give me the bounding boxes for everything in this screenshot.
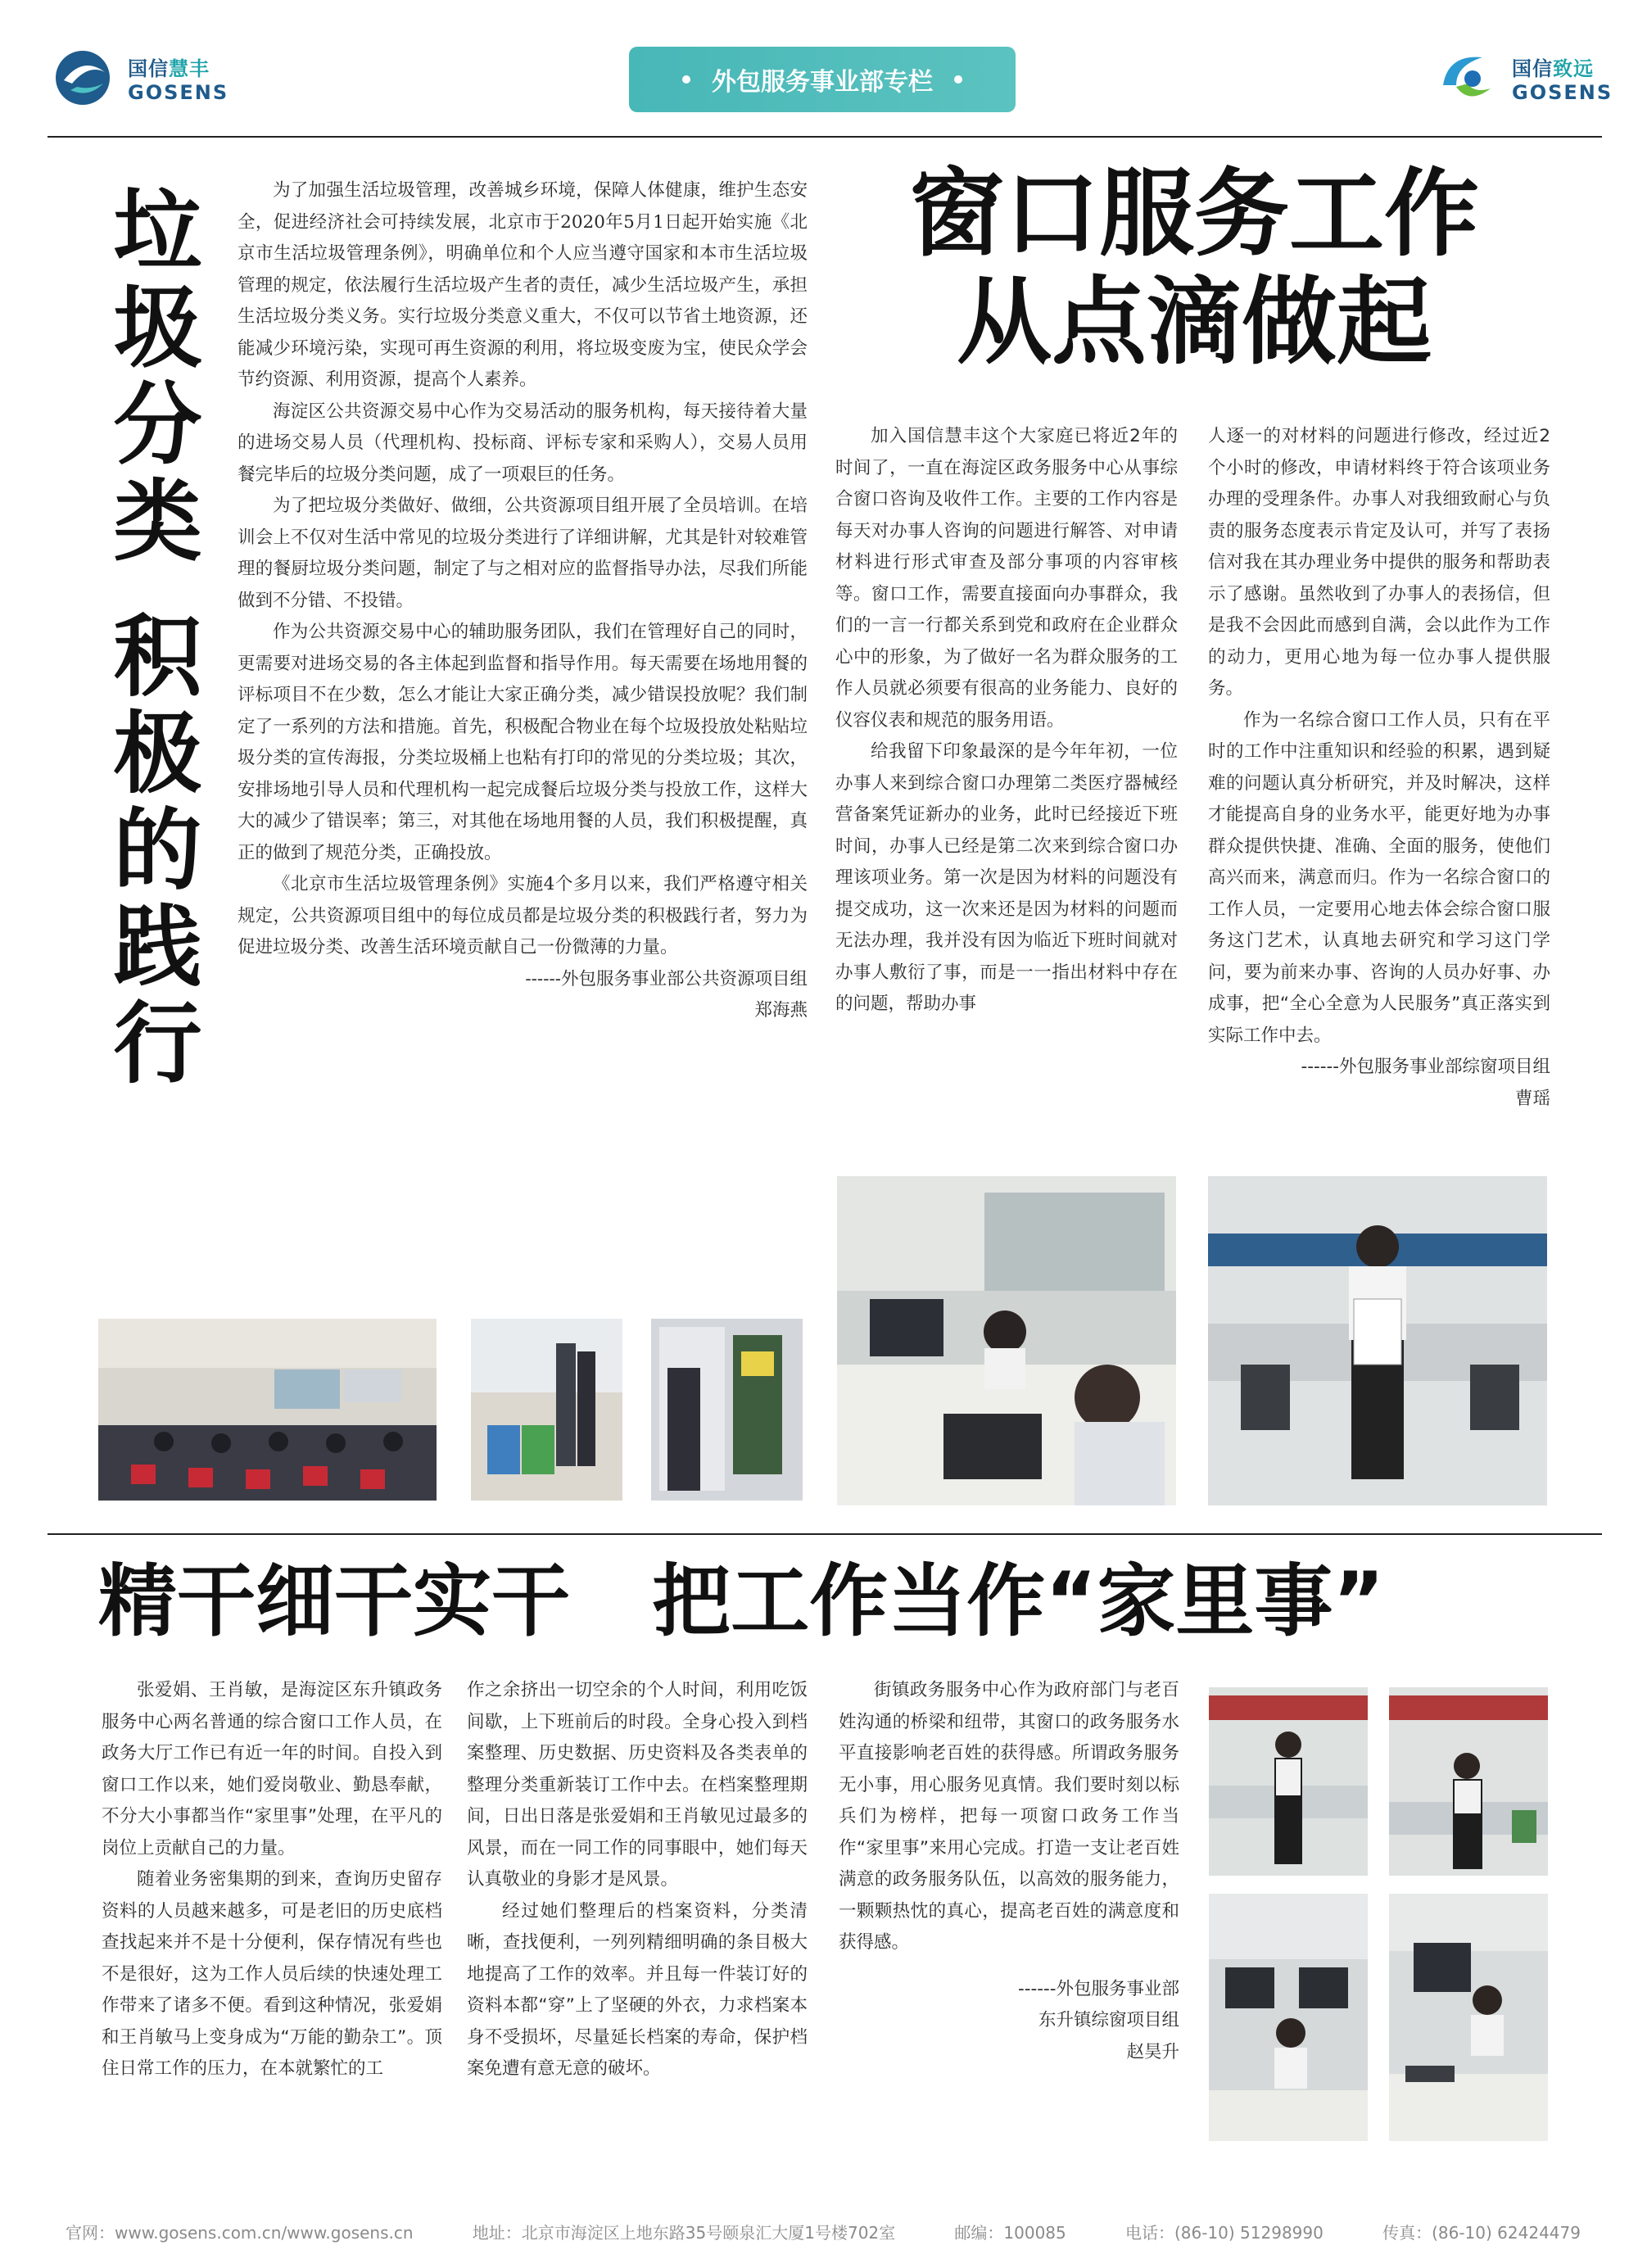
article1-title: 垃圾分类 积极的践行: [98, 184, 201, 1093]
article1-paragraph: 《北京市生活垃圾管理条例》实施4个多月以来，我们严格遵守相关规定，公共资源项目组中的每位成员都是垃圾分类的积极践行者，努力为促进垃圾分类、改善生活环境贡献自己一份微薄的力量。: [238, 874, 808, 957]
section-banner: [629, 47, 1016, 112]
photo-sorting-station: [651, 1319, 803, 1501]
banner-dot-left: [682, 75, 690, 84]
article2-column-2: [1208, 421, 1550, 1115]
article1-signature-dept: ------外包服务事业部公共资源项目组: [525, 968, 808, 989]
article2-paragraph: 加入国信慧丰这个大家庭已将近2年的时间了，一直在海淀区政务服务中心从事综合窗口咨询及收件工作。主要的工作内容是每天对办事人咨询的问题进行解答、对申请材料进行形式审查及部分事项的内容审核等。窗口工作，需要直接面向办事群众，我们的一言一行都关系到党和政府在企业群众心中的形象，为了做好一名为群众服务的工作人员就必须要有很高的业务能力、良好的仪容仪表和规范的服务用语。: [835, 426, 1178, 731]
training-meeting-image: [98, 1319, 437, 1501]
staff-a-at-desk-image: [1209, 1894, 1368, 2141]
article2-paragraph: 作为一名综合窗口工作人员，只有在平时的工作中注重知识和经验的积累，遇到疑难的问题认真分析研究，并及时解决，这样才能提高自身的业务水平，能更好地为办事群众提供快捷、准确、全面的服务，使他们高兴而来，满意而归。作为一名综合窗口的工作人员，一定要用心地去体会综合窗口服务这门艺术，认真地去研究和学习这门学问，要为前来办事、咨询的人员办好事、办成事，把“全心全意为人民服务”真正落实到实际工作中去。: [1208, 709, 1550, 1046]
logo-left-cn-b: 慧丰: [169, 57, 210, 80]
article3-paragraph: 张爱娟、王肖敏，是海淀区东升镇政务服务中心两名普通的综合窗口工作人员，在政务大厅工作已有近一年的时间。自投入到窗口工作以来，她们爱岗敬业、勤恳奉献，不分大小事都当作“家里事”处理，在平凡的岗位上贡献自己的力量。: [102, 1680, 442, 1858]
article2-paragraph: 给我留下印象最深的是今年年初，一位办事人来到综合窗口办理第二类医疗器械经营备案凭证新办的业务，此时已经接近下班时间，办事人已经是第二次来到综合窗口办理该项业务。第一次是因为材料的问题没有提交成功，这一次来还是因为材料的问题而无法办理，我并没有因为临近下班时间就对办事人敷衍了事，而是一一指出材料中存在的问题，帮助办事: [835, 741, 1178, 1014]
article1-paragraph: 为了把垃圾分类做好、做细，公共资源项目组开展了全员培训。在培训会上不仅对生活中常见的垃圾分类进行了详细讲解，尤其是针对较难管理的餐厨垃圾分类问题，制定了与之相对应的监督指导办法，尽我们所能做到不分错、不投错。: [238, 496, 808, 611]
staff-b-standing-image: [1389, 1687, 1548, 1876]
article2-title-line1: 窗口服务工作: [909, 159, 1479, 269]
banner-label: 外包服务事业部专栏: [712, 68, 933, 97]
banner-dot-right: [954, 75, 962, 84]
article3-column-2: [467, 1675, 808, 2085]
logo-right-cn-b: 致远: [1553, 57, 1594, 80]
photo-staff-with-letter: [1208, 1176, 1547, 1505]
sorting-station-image: [651, 1319, 803, 1501]
footer-phone: 电话：(86-10) 51298990: [1124, 2223, 1324, 2243]
logo-left: [48, 48, 229, 108]
article2-paragraph-continued: 人逐一的对材料的问题进行修改，经过近2个小时的修改，申请材料终于符合该项业务办理的受理条件。办事人对我细致耐心与负责的服务态度表示肯定及认可，并写了表扬信对我在其办理业务中提供的服务和帮助表示了感谢。虽然收到了办事人的表扬信，但是我不会因此而感到自满，会以此作为工作的动力，更用心地为每一位办事人提供服务。: [1208, 426, 1550, 699]
gosens-zhiyuan-logo-icon: [1432, 48, 1502, 108]
photo-garbage-bins: [471, 1319, 622, 1501]
photo-staff-a-at-desk: [1209, 1894, 1368, 2141]
article3-column-1: [102, 1675, 442, 2085]
article2-column-1: [835, 421, 1178, 1021]
article2-signature-author: 曹瑶: [1514, 1088, 1550, 1109]
photo-training-meeting: [98, 1319, 437, 1501]
article3-signature-group: 东升镇综窗项目组: [1038, 2010, 1179, 2030]
header-rule: [48, 136, 1602, 138]
article3-paragraph-continued: 作之余挤出一切空余的个人时间，利用吃饭间歇，上下班前后的时段。全身心投入到档案整理、历史数据、历史资料及各类表单的整理分类重新装订工作中去。在档案整理期间，日出日落是张爱娟和王肖敏见过最多的风景，而在一同工作的同事眼中，她们每天认真敬业的身影才是风景。: [467, 1680, 808, 1890]
logo-right-cn-a: 国信: [1512, 57, 1553, 80]
logo-left-en: GOSENS: [128, 80, 229, 104]
article1-body: [238, 175, 808, 1027]
logo-right-en: GOSENS: [1512, 80, 1613, 104]
article3-paragraph: 经过她们整理后的档案资料，分类清晰，查找便利，一列列精细明确的条目极大地提高了工作的效率。并且每一件装订好的资料本都“穿”上了坚硬的外衣，力求档案本身不受损坏，尽量延长档案的寿命，保护档案免遭有意无意的破坏。: [467, 1900, 808, 2079]
staff-a-standing-image: [1209, 1687, 1368, 1876]
article3-signature-author: 赵昊升: [1126, 2041, 1179, 2062]
logo-left-cn-a: 国信: [128, 57, 169, 80]
article3-title: 精干细干实干 把工作当作“家里事”: [98, 1555, 1385, 1647]
footer-website: 官网：www.gosens.com.cn/www.gosens.cn: [66, 2223, 414, 2243]
photo-staff-a-standing: [1209, 1687, 1368, 1876]
article3-paragraph: 随着业务密集期的到来，查询历史留存资料的人员越来越多，可是老旧的历史底档查找起来并不是十分便利，保存情况有些也不是很好，这为工作人员后续的快速处理工作带来了诸多不便。看到这种情况，张爱娟和王肖敏马上变身成为“万能的勤杂工”。顶住日常工作的压力，在本就繁忙的工: [102, 1869, 442, 2079]
article1-paragraph: 为了加强生活垃圾管理，改善城乡环境，保障人体健康，维护生态安全，促进经济社会可持续发展，北京市于2020年5月1日起开始实施《北京市生活垃圾管理条例》，明确单位和个人应当遵守国家和本市生活垃圾管理的规定，依法履行生活垃圾产生者的责任，减少生活垃圾产生，承担生活垃圾分类义务。实行垃圾分类意义重大，不仅可以节省土地资源，还能减少环境污染，实现可再生资源的利用，将垃圾变废为宝，使民众学会节约资源、利用资源，提高个人素养。: [238, 180, 808, 390]
photo-service-window-desk: [837, 1176, 1176, 1505]
article2-title-line2: 从点滴做起: [957, 267, 1432, 378]
service-window-desk-image: [837, 1176, 1176, 1505]
article3-signature-dept: ------外包服务事业部: [1017, 1978, 1179, 1999]
staff-with-letter-image: [1208, 1176, 1547, 1505]
article3-paragraph: 街镇政务服务中心作为政府部门与老百姓沟通的桥梁和纽带，其窗口的政务服务水平直接影响老百姓的获得感。所谓政务服务无小事，用心服务见真情。我们要时刻以标兵们为榜样，把每一项窗口政务工作当作“家里事”来用心完成。打造一支让老百姓满意的政务服务队伍，以高效的服务能力，一颗颗热忱的真心，提高老百姓的满意度和获得感。: [839, 1680, 1179, 1953]
article1-signature-author: 郑海燕: [754, 1000, 808, 1021]
article2-title: [883, 161, 1505, 377]
footer-fax: 传真：(86-10) 62424479: [1382, 2223, 1581, 2243]
article1-paragraph: 作为公共资源交易中心的辅助服务团队，我们在管理好自己的同时，更需要对进场交易的各主体起到监督和指导作用。每天需要在场地用餐的评标项目不在少数，怎么才能让大家正确分类，减少错误投放呢？我们制定了一系列的方法和措施。首先，积极配合物业在每个垃圾投放处粘贴垃圾分类的宣传海报，分类垃圾桶上也粘有打印的常见的分类垃圾；其次，安排场地引导人员和代理机构一起完成餐后垃圾分类与投放工作，这样大大的减少了错误率；第三，对其他在场地用餐的人员，我们积极提醒，真正的做到了规范分类，正确投放。: [238, 622, 808, 863]
gosens-logo-icon: [48, 48, 118, 108]
article3-column-3: [839, 1675, 1179, 2068]
photo-staff-b-standing: [1389, 1687, 1548, 1876]
footer-postcode: 邮编：100085: [954, 2223, 1066, 2243]
photo-staff-b-at-desk: [1389, 1894, 1548, 2141]
article2-signature-dept: ------外包服务事业部综窗项目组: [1301, 1057, 1550, 1077]
garbage-bins-image: [471, 1319, 622, 1501]
article1-paragraph: 海淀区公共资源交易中心作为交易活动的服务机构，每天接待着大量的进场交易人员（代理机构、投标商、评标专家和采购人），交易人员用餐完毕后的垃圾分类问题，成了一项艰巨的任务。: [238, 401, 808, 485]
section-divider: [48, 1533, 1602, 1535]
footer-address: 地址：北京市海淀区上地东路35号颐泉汇大厦1号楼702室: [472, 2223, 896, 2243]
logo-right: [1432, 48, 1613, 108]
staff-b-at-desk-image: [1389, 1894, 1548, 2141]
footer: [66, 2220, 1581, 2243]
